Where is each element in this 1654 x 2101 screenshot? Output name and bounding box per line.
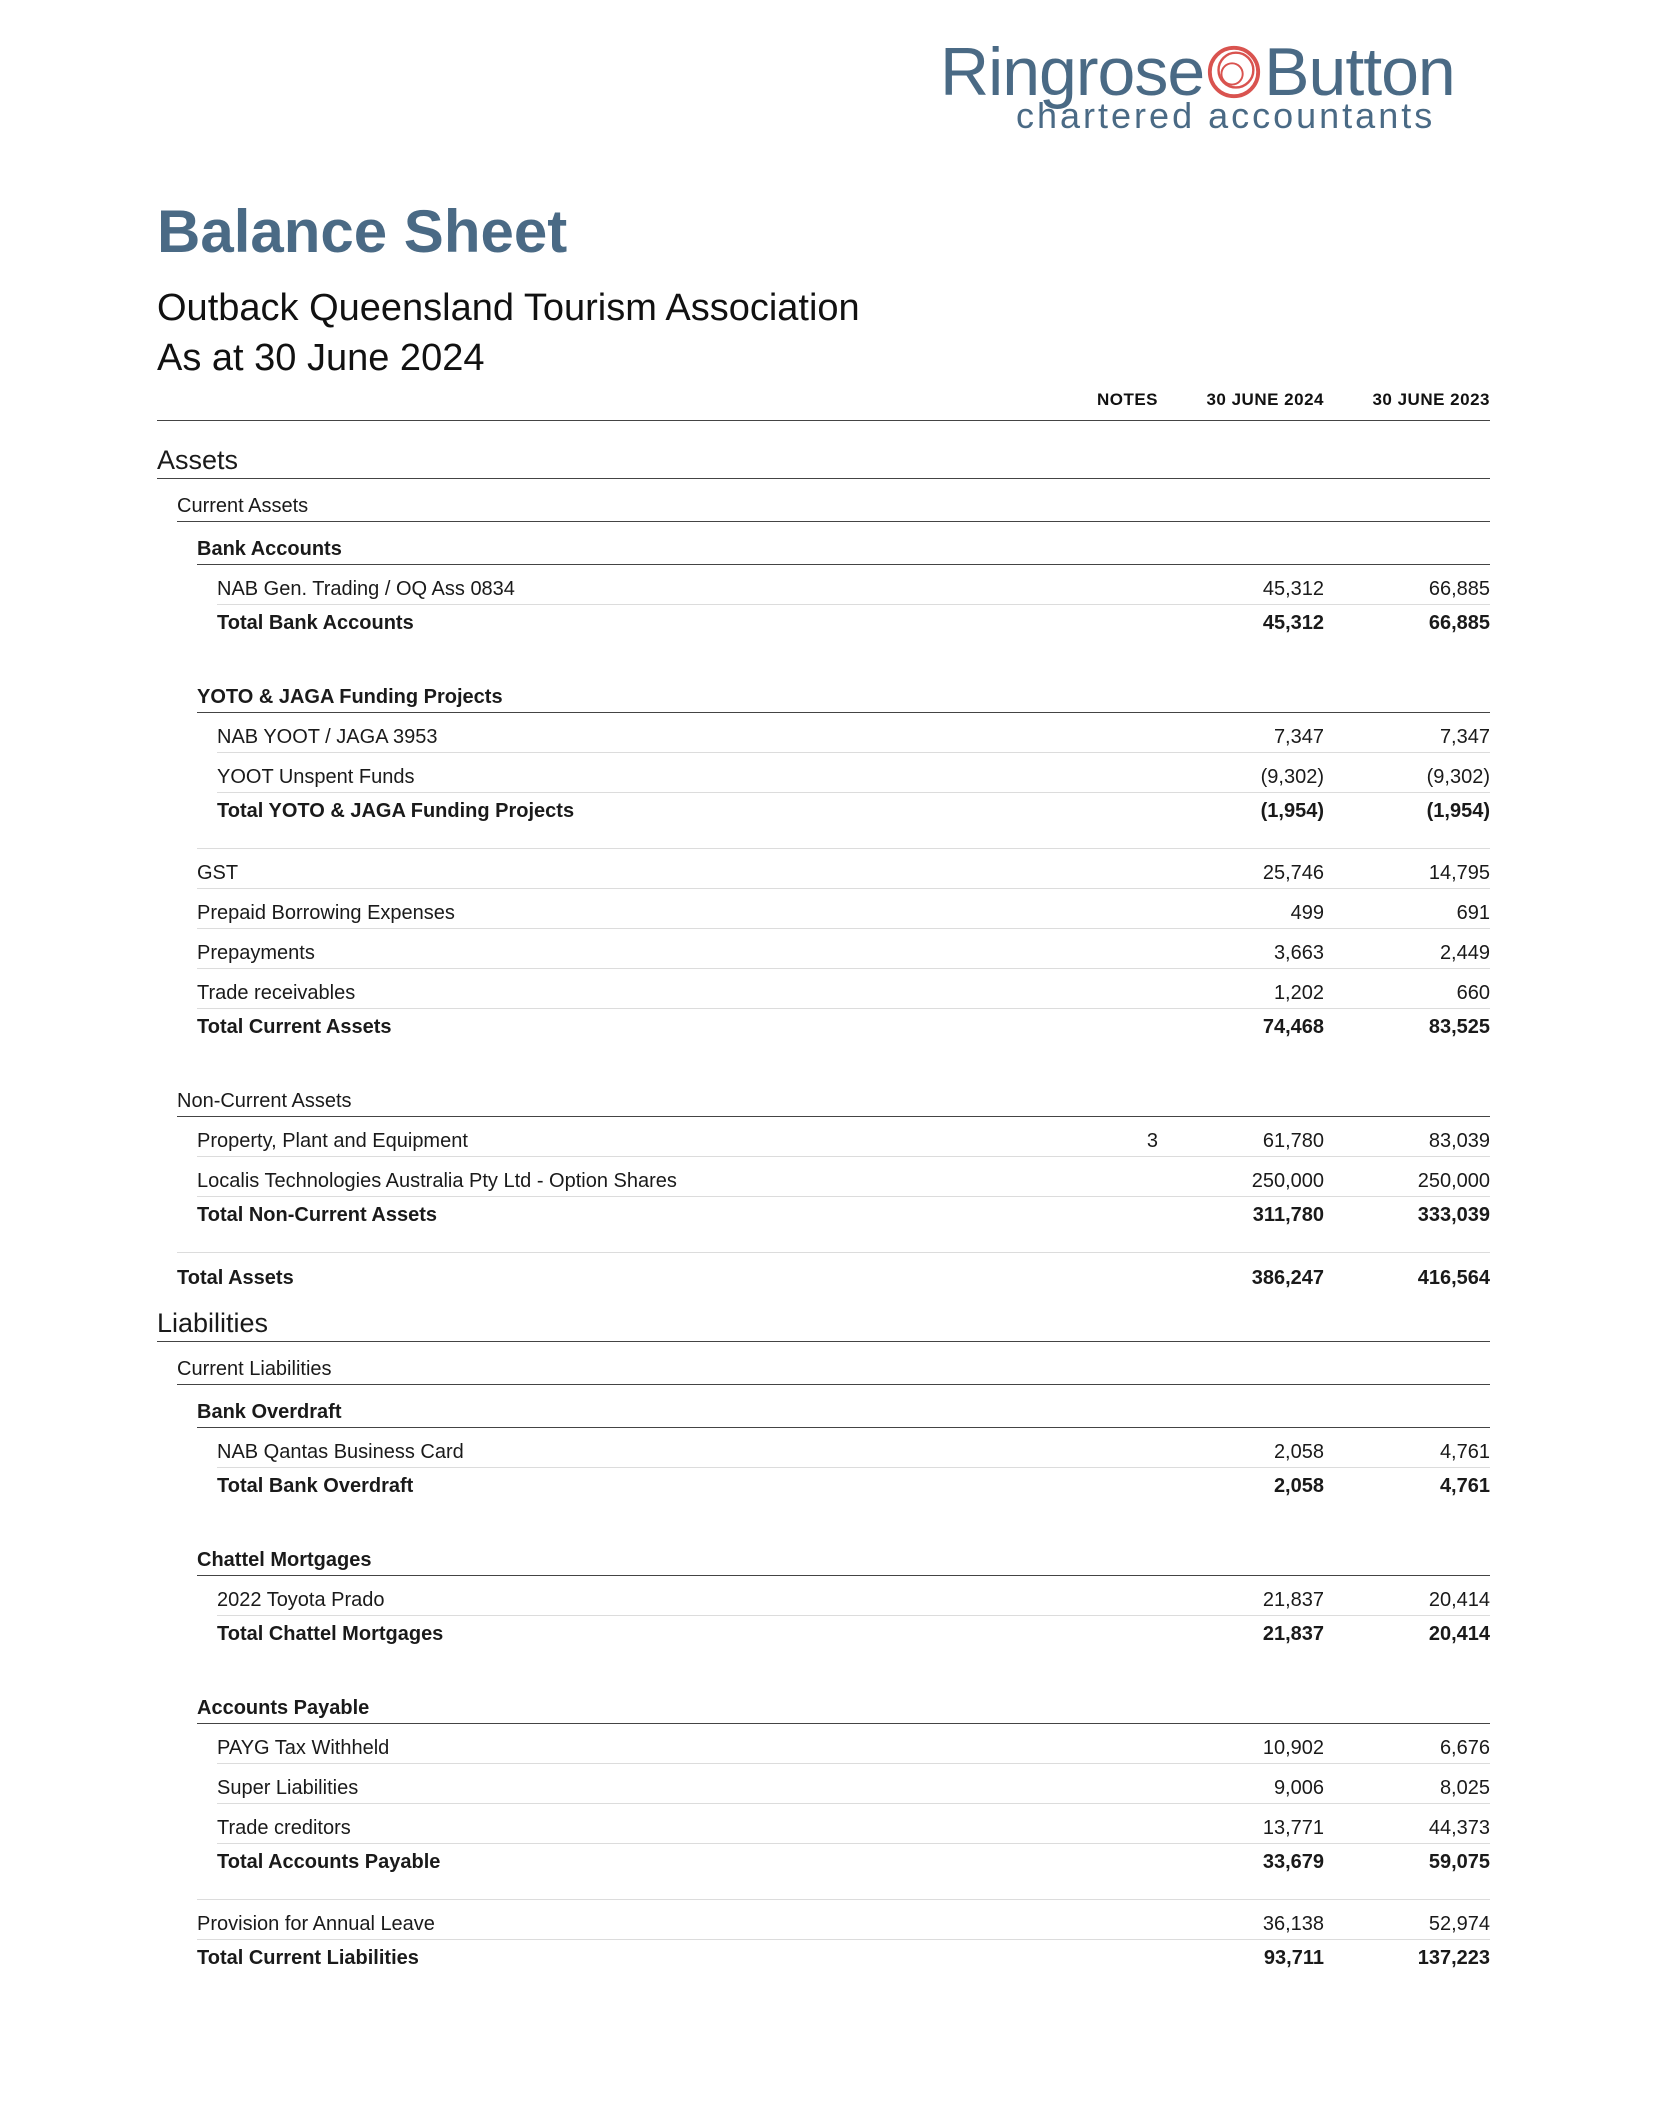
row-label: 2022 Toyota Prado: [217, 1589, 385, 1611]
row-value-2024: 250,000: [1251, 1170, 1324, 1192]
row-value-2023: 691: [1456, 902, 1490, 924]
row-value-2024: 13,771: [1262, 1817, 1324, 1839]
table-row: [197, 929, 1490, 969]
row-label: NAB Qantas Business Card: [217, 1441, 464, 1463]
row-value-2024: 33,679: [1262, 1851, 1324, 1873]
row-label: Total Assets: [177, 1267, 294, 1289]
row-value-2024: 311,780: [1252, 1204, 1324, 1226]
group-heading-yoto-jaga: YOTO & JAGA Funding Projects: [197, 670, 1490, 713]
section-heading-liabilities: Liabilities: [157, 1293, 1490, 1342]
row-value-2024: 61,780: [1262, 1130, 1324, 1152]
row-label: Prepayments: [197, 942, 315, 964]
total-row: [217, 1616, 1490, 1649]
column-header-2023: 30 JUNE 2023: [1372, 390, 1490, 409]
row-label: Provision for Annual Leave: [197, 1913, 435, 1935]
row-value-2023: 250,000: [1417, 1170, 1490, 1192]
row-value-2023: 660: [1456, 982, 1490, 1004]
total-row: [197, 1009, 1490, 1042]
row-value-2024: 45,312: [1262, 578, 1324, 600]
row-label: Total Bank Accounts: [217, 612, 414, 634]
row-value-2023: (9,302): [1426, 766, 1490, 788]
row-note: 3: [1146, 1130, 1158, 1152]
row-value-2023: 333,039: [1417, 1204, 1490, 1226]
page-title: Balance Sheet: [157, 198, 568, 265]
row-label: GST: [197, 862, 239, 884]
report-date: As at 30 June 2024: [157, 337, 485, 379]
row-value-2023: 20,414: [1428, 1589, 1490, 1611]
total-row: [217, 793, 1490, 826]
table-row: [217, 1724, 1490, 1764]
row-value-2024: 499: [1290, 902, 1324, 924]
row-value-2024: 25,746: [1262, 862, 1324, 884]
organisation-name: Outback Queensland Tourism Association: [157, 287, 860, 329]
row-value-2023: 2,449: [1439, 942, 1490, 964]
total-row: [217, 1844, 1490, 1877]
total-row: [197, 1940, 1490, 1973]
row-value-2024: 45,312: [1262, 612, 1324, 634]
table-row: [197, 969, 1490, 1009]
logo-tagline: chartered accountants: [1016, 95, 1436, 136]
row-value-2024: 74,468: [1262, 1016, 1324, 1038]
table-row: [197, 1157, 1490, 1197]
row-label: Total Accounts Payable: [217, 1851, 441, 1873]
row-value-2023: 7,347: [1439, 726, 1490, 748]
table-row: [217, 565, 1490, 605]
row-label: Total Chattel Mortgages: [217, 1623, 444, 1645]
row-label: Trade receivables: [197, 982, 356, 1004]
row-value-2023: 59,075: [1428, 1851, 1490, 1873]
row-value-2023: (1,954): [1426, 800, 1490, 822]
logo-brand-right: Button: [1264, 34, 1455, 110]
column-header-notes: NOTES: [1096, 390, 1158, 409]
subsection-heading-current-liabilities: Current Liabilities: [177, 1342, 1490, 1385]
grand-total-row: [177, 1252, 1490, 1293]
row-value-2023: 66,885: [1428, 578, 1490, 600]
table-row: [217, 1764, 1490, 1804]
total-row: [197, 1197, 1490, 1230]
balance-sheet-table: [157, 430, 1490, 1973]
table-row: [197, 848, 1490, 889]
row-value-2023: 83,525: [1428, 1016, 1490, 1038]
row-value-2023: 83,039: [1428, 1130, 1490, 1152]
row-label: NAB YOOT / JAGA 3953: [217, 726, 438, 748]
row-value-2023: 52,974: [1428, 1913, 1490, 1935]
row-value-2023: 8,025: [1439, 1777, 1490, 1799]
row-value-2023: 4,761: [1439, 1441, 1490, 1463]
row-label: Total Current Liabilities: [197, 1947, 419, 1969]
subsection-heading-current-assets: Current Assets: [177, 479, 1490, 522]
logo-brand-left: Ringrose: [940, 34, 1205, 110]
table-row: [197, 1117, 1490, 1157]
row-value-2024: 36,138: [1262, 1913, 1324, 1935]
table-row: [217, 1576, 1490, 1616]
row-value-2023: 66,885: [1428, 612, 1490, 634]
row-value-2024: 2,058: [1273, 1441, 1324, 1463]
header-divider: [157, 420, 1490, 421]
row-label: Total Non-Current Assets: [197, 1204, 438, 1226]
row-label: Localis Technologies Australia Pty Ltd - Option Shares: [197, 1170, 677, 1192]
row-value-2024: 9,006: [1273, 1777, 1324, 1799]
total-row: [217, 605, 1490, 638]
table-row: [217, 1428, 1490, 1468]
row-label: Total Current Assets: [197, 1016, 392, 1038]
section-heading-assets: Assets: [157, 430, 1490, 479]
row-value-2024: 10,902: [1262, 1737, 1324, 1759]
row-value-2024: 21,837: [1262, 1623, 1324, 1645]
row-value-2023: 137,223: [1417, 1947, 1490, 1969]
row-value-2023: 416,564: [1417, 1267, 1490, 1289]
row-label: Trade creditors: [217, 1817, 351, 1839]
row-value-2024: 1,202: [1273, 982, 1324, 1004]
row-value-2023: 4,761: [1439, 1475, 1490, 1497]
group-heading-chattel-mortgages: Chattel Mortgages: [197, 1533, 1490, 1576]
row-value-2024: 2,058: [1273, 1475, 1324, 1497]
row-label: NAB Gen. Trading / OQ Ass 0834: [217, 578, 515, 600]
row-value-2024: 3,663: [1273, 942, 1324, 964]
group-heading-bank-overdraft: Bank Overdraft: [197, 1385, 1490, 1428]
row-value-2024: (1,954): [1260, 800, 1324, 822]
row-value-2023: 20,414: [1428, 1623, 1490, 1645]
row-value-2024: 93,711: [1263, 1947, 1324, 1969]
row-label: Super Liabilities: [217, 1777, 359, 1799]
column-header-2024: 30 JUNE 2024: [1206, 390, 1324, 409]
row-label: Total YOTO & JAGA Funding Projects: [217, 800, 575, 822]
row-value-2024: 21,837: [1262, 1589, 1324, 1611]
row-label: Total Bank Overdraft: [217, 1475, 414, 1497]
total-row: [217, 1468, 1490, 1501]
subsection-heading-non-current-assets: Non-Current Assets: [177, 1074, 1490, 1117]
row-value-2024: (9,302): [1260, 766, 1324, 788]
row-value-2024: 386,247: [1251, 1267, 1324, 1289]
table-row: [197, 1899, 1490, 1940]
group-heading-bank-accounts: Bank Accounts: [197, 522, 1490, 565]
row-label: YOOT Unspent Funds: [217, 766, 415, 788]
row-value-2023: 6,676: [1439, 1737, 1490, 1759]
row-value-2024: 7,347: [1273, 726, 1324, 748]
table-row: [217, 1804, 1490, 1844]
row-label: PAYG Tax Withheld: [217, 1737, 390, 1759]
table-row: [197, 889, 1490, 929]
row-value-2023: 14,795: [1428, 862, 1490, 884]
row-value-2023: 44,373: [1428, 1817, 1490, 1839]
logo-ring-icon: [1205, 43, 1263, 101]
group-heading-accounts-payable: Accounts Payable: [197, 1681, 1490, 1724]
table-row: [217, 753, 1490, 793]
row-label: Prepaid Borrowing Expenses: [197, 902, 455, 924]
table-row: [217, 713, 1490, 753]
row-label: Property, Plant and Equipment: [197, 1130, 468, 1152]
ringrose-button-logo: [940, 32, 1500, 142]
